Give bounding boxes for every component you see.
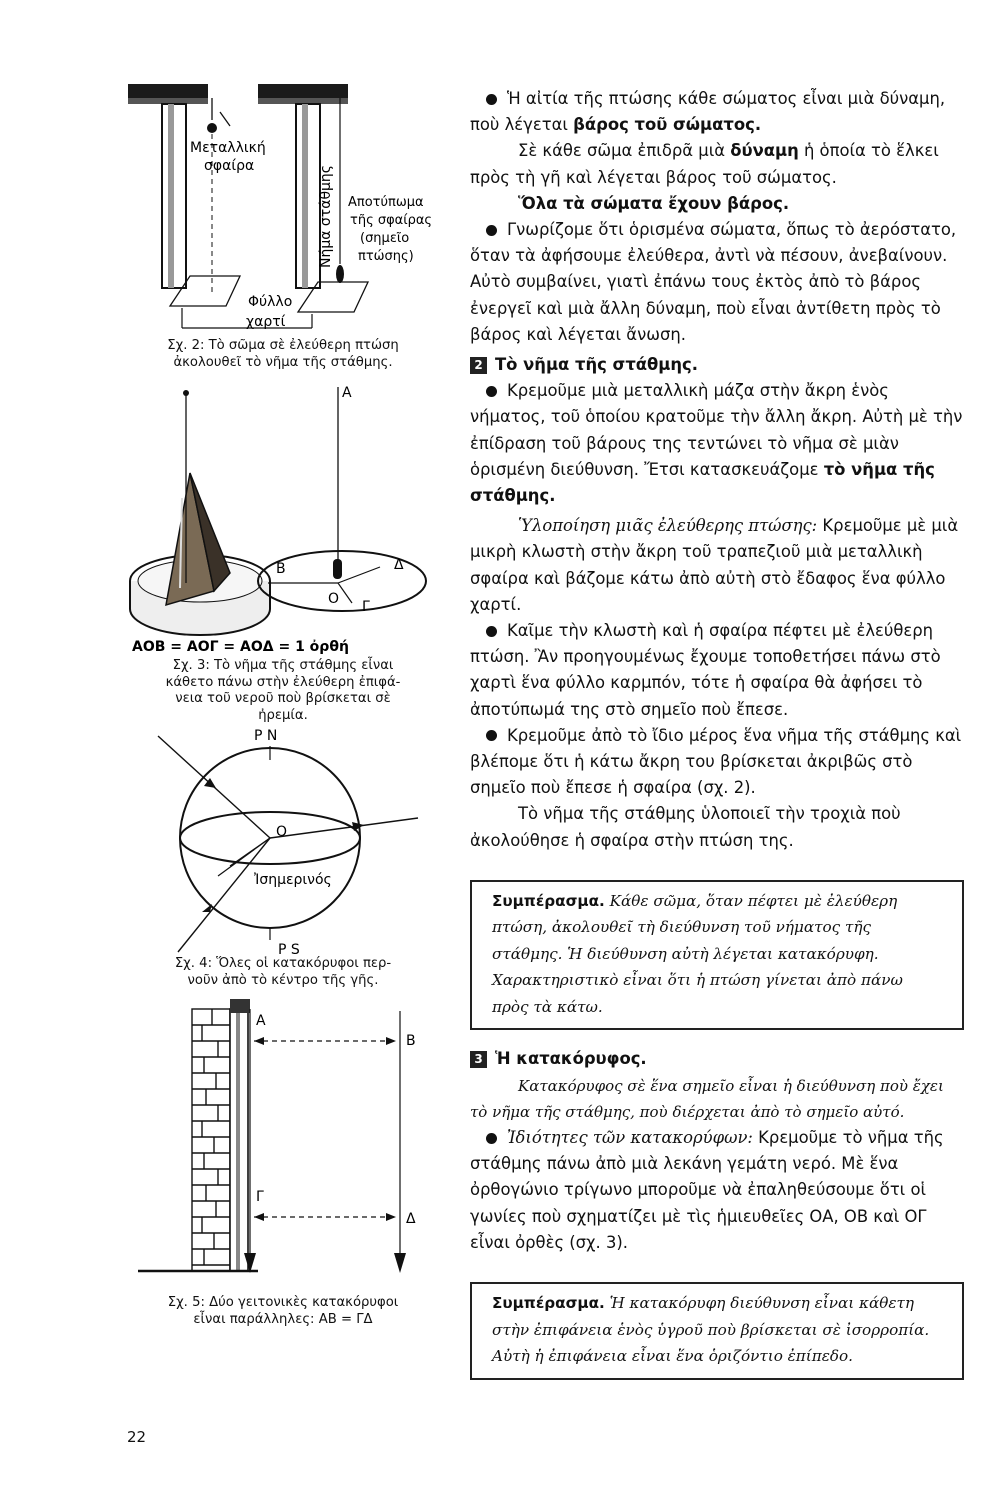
p6-italic: Ὑλοποίηση μιᾶς ἐλεύθερης πτώσης: — [518, 516, 818, 536]
fig3-point-B: B — [276, 561, 286, 577]
fig5-caption-2: εἶναι παράλληλες: ΑΒ = ΓΔ — [193, 1311, 373, 1327]
fig3-equation: ΑΟΒ = ΑΟΓ = ΑΟΔ = 1 ὀρθή — [132, 639, 349, 655]
paragraph-11 — [470, 1125, 964, 1256]
fig3-caption-4: ἠρεμία. — [258, 707, 308, 723]
fig4-equator-label: Ἰσημερινός — [254, 872, 332, 888]
p6-text: Κρεμοῦμε μὲ μιὰ μικρὴ κλωστὴ στὴν ἄκρη τοῦ τραπεζιοῦ μιὰ μεταλλικὴ σφαίρα καὶ βάζομε κάτω ἀπὸ αὐτὴ στὸ ἔδαφος ἕνα φύλλο χαρτί. — [470, 516, 959, 614]
fig3-caption-1: Σχ. 3: Τὸ νῆμα τῆς στάθμης εἶναι — [172, 658, 394, 673]
section-heading-2 — [470, 352, 964, 378]
p2-text-a: Σὲ κάθε σῶμα ἐπιδρᾶ μιὰ — [518, 141, 731, 161]
conclusion-1-text: Κάθε σῶμα, ὅταν πέφτει μὲ ἐλεύθερη πτώση, ἀκολουθεῖ τὴ διεύθυνση τοῦ νήματος τῆς στάθμης. Ἡ διεύθυνση αὐτὴ λέγεται κατακόρυφη. Χαρακτηριστικὸ εἶναι ὅτι ἡ πτώση γίνεται ἀπὸ πάνω πρὸς τὰ κάτω. — [492, 891, 903, 1016]
fig2-print-label-3: (σημεῖο — [360, 231, 410, 246]
fig2-sphere-label-2: σφαίρα — [204, 158, 255, 174]
fig3-caption-2: κάθετο πάνω στὴν ἐλεύθερη ἐπιφά- — [165, 674, 401, 690]
fig3-caption-3: νεια τοῦ νεροῦ ποὺ βρίσκεται σὲ — [175, 691, 391, 706]
fig2-print-label-1: Αποτύπωμα — [348, 195, 424, 210]
conclusion-2-text: Ἡ κατακόρυφη διεύθυνση εἶναι κάθετη στὴν ἐπιφάνεια ἑνὸς ὑγροῦ ποὺ βρίσκεται σὲ ἰσορροπία. Αὐτὴ ἡ ἐπιφάνεια εἶναι ἕνα ὁριζόντιο ἐπίπεδο. — [492, 1294, 930, 1366]
fig4-caption-1: Σχ. 4: Ὅλες οἱ κατακόρυφοι περ- — [174, 956, 392, 971]
section-number-2: 2 — [470, 357, 487, 374]
p1-bold: βάρος τοῦ σώματος. — [573, 115, 762, 135]
section-number-3: 3 — [470, 1051, 487, 1068]
text-column — [470, 86, 964, 1380]
figure-3-drawing — [118, 373, 448, 658]
paragraph-5 — [470, 378, 964, 509]
paragraph-4 — [470, 217, 964, 348]
fig2-paper-label-2: χαρτί — [246, 314, 286, 330]
figure-4 — [118, 726, 448, 956]
p2-bold: δύναμη — [730, 141, 799, 161]
figure-3 — [118, 373, 448, 658]
fig2-caption-2: ἀκολουθεῖ τὸ νῆμα τῆς στάθμης. — [173, 354, 393, 370]
fig2-print-label-2: τῆς σφαίρας — [350, 213, 433, 228]
conclusion-2-label: Συμπέρασμα. — [492, 1294, 605, 1313]
conclusion-box-2 — [470, 1282, 964, 1380]
figure-2-drawing — [118, 78, 448, 338]
fig5-point-G: Γ — [256, 1189, 264, 1205]
paragraph-7 — [470, 618, 964, 723]
fig4-center-label: O — [276, 824, 288, 840]
fig5-point-A: A — [256, 1013, 266, 1029]
p7-text: Καῖμε τὴν κλωστὴ καὶ ἡ σφαίρα πέφτει μὲ ἐλεύθερη πτώση. Ἂν προηγουμένως ἔχουμε τοποθετήσει πάνω στὸ χαρτὶ ἕνα φύλλο καρμπόν, τότε ἡ σφαίρα θὰ ἀφήσει τὸ ἀποτύπωμά της στὸ σημεῖο ποὺ ἔπεσε. — [470, 621, 941, 719]
figures-column — [118, 78, 448, 1328]
fig5-point-B: B — [406, 1033, 416, 1049]
paragraph-9: Τὸ νῆμα τῆς στάθμης ὑλοποιεῖ τὴν τροχιὰ ποὺ ἀκολούθησε ἡ σφαίρα στὴν πτώση της. — [470, 804, 901, 850]
bullet-icon — [486, 225, 497, 236]
figure-5 — [118, 995, 448, 1295]
fig2-caption-1: Σχ. 2: Τὸ σῶμα σὲ ἐλεύθερη πτώση — [167, 338, 399, 353]
p8-text: Κρεμοῦμε ἀπὸ τὸ ἴδιο μέρος ἕνα νῆμα τῆς στάθμης καὶ βλέπομε ὅτι ἡ κάτω ἄκρη του βρίσκεται ἀκριβῶς στὸ σημεῖο ποὺ ἔπεσε ἡ σφαίρα (σχ. 2). — [470, 725, 962, 798]
p1-text: Ἡ αἰτία τῆς πτώσης κάθε σώματος εἶναι μιὰ δύναμη, ποὺ λέγεται — [470, 89, 946, 135]
paragraph-6 — [470, 513, 964, 618]
fig5-caption-1: Σχ. 5: Δύο γειτονικὲς κατακόρυφοι — [167, 1295, 399, 1310]
bullet-icon — [486, 626, 497, 637]
paragraph-10: Κατακόρυφος σὲ ἕνα σημεῖο εἶναι ἡ διεύθυνση ποὺ ἔχει τὸ νῆμα τῆς στάθμης, ποὺ διέρχεται ἀπὸ τὸ σημεῖο αὐτό. — [470, 1076, 944, 1121]
p2-text-c: ἡ ὁποία τὸ ἕλκει πρὸς τὴ γῆ καὶ λέγεται βάρος τοῦ σώματος. — [470, 141, 939, 187]
p11-text: Κρεμοῦμε τὸ νῆμα τῆς στάθμης πάνω ἀπὸ μιὰ λεκάνη γεμάτη νερό. Μὲ ἕνα ὀρθογώνιο τρίγωνο μποροῦμε νὰ ἐπαληθεύσουμε ὅτι οἱ γωνίες ποὺ σχηματίζει μὲ τὶς ἡμιευθεῖες ΟΑ, ΟΒ καὶ ΟΓ εἶναι ὀρθὲς (σχ. 3). — [470, 1128, 944, 1252]
p4-text: Γνωρίζομε ὅτι ὁρισμένα σώματα, ὅπως τὸ ἀερόστατο, ὅταν τὰ ἀφήσουμε ἐλεύθερα, ἀντὶ νὰ πέσουν, ἀνεβαίνουν. Αὐτὸ συμβαίνει, γιατὶ ἐπάνω τους ἐκτὸς ἀπὸ τὸ βάρος ἐνεργεῖ καὶ μιὰ ἄλλη δύναμη, ποὺ εἶναι ἀντίθετη πρὸς τὸ βάρος καὶ λέγεται ἄνωση. — [470, 220, 957, 344]
paragraph-2 — [470, 138, 964, 190]
fig3-point-A: A — [342, 385, 352, 401]
fig4-caption-2: νοῦν ἀπὸ τὸ κέντρο τῆς γῆς. — [187, 972, 379, 988]
bullet-icon — [486, 386, 497, 397]
fig5-point-D: Δ — [406, 1211, 416, 1227]
bullet-icon — [486, 1133, 497, 1144]
fig3-point-O: O — [328, 591, 340, 607]
fig3-point-D: Δ — [394, 557, 404, 573]
bullet-icon — [486, 94, 497, 105]
figure-4-drawing — [118, 726, 448, 956]
p5-text: Κρεμοῦμε μιὰ μεταλλικὴ μάζα στὴν ἄκρη ἑνὸς νήματος, τοῦ ὁποίου κρατοῦμε τὴν ἄλλη ἄκρη. Αὐτὴ μὲ τὴν ἐπίδραση τοῦ βάρους της τεντώνει τὸ νῆμα σὲ μιὰν ὁρισμένη διεύθυνση. Ἔτσι κατασκευάζομε — [470, 381, 963, 479]
p11-italic: Ἰδιότητες τῶν κατακορύφων: — [507, 1128, 753, 1147]
section-title-2: Τὸ νῆμα τῆς στάθμης. — [495, 355, 698, 375]
fig2-sphere-label-1: Μεταλλική — [190, 140, 266, 156]
figure-5-drawing — [118, 995, 448, 1295]
fig2-print-label-4: πτώσης) — [358, 249, 414, 264]
fig4-north-label: P N — [254, 728, 278, 744]
conclusion-box-1 — [470, 880, 964, 1031]
section-title-3: Ἡ κατακόρυφος. — [495, 1049, 647, 1069]
paragraph-1 — [470, 86, 964, 138]
paragraph-3: Ὅλα τὰ σώματα ἔχουν βάρος. — [518, 193, 790, 213]
conclusion-1-label: Συμπέρασμα. — [492, 891, 605, 910]
section-heading-3 — [470, 1046, 964, 1072]
fig2-plumb-label: Νήμα στάθμης — [318, 164, 334, 268]
fig4-south-label: P S — [278, 942, 300, 956]
paragraph-8 — [470, 723, 964, 802]
bullet-icon — [486, 730, 497, 741]
figure-2 — [118, 78, 448, 338]
p5-bold: τὸ νῆμα τῆς στάθμης. — [470, 459, 935, 506]
page-number: 22 — [127, 1428, 147, 1446]
fig2-paper-label-1: Φύλλο — [248, 294, 293, 310]
fig3-point-G: Γ — [362, 599, 370, 615]
